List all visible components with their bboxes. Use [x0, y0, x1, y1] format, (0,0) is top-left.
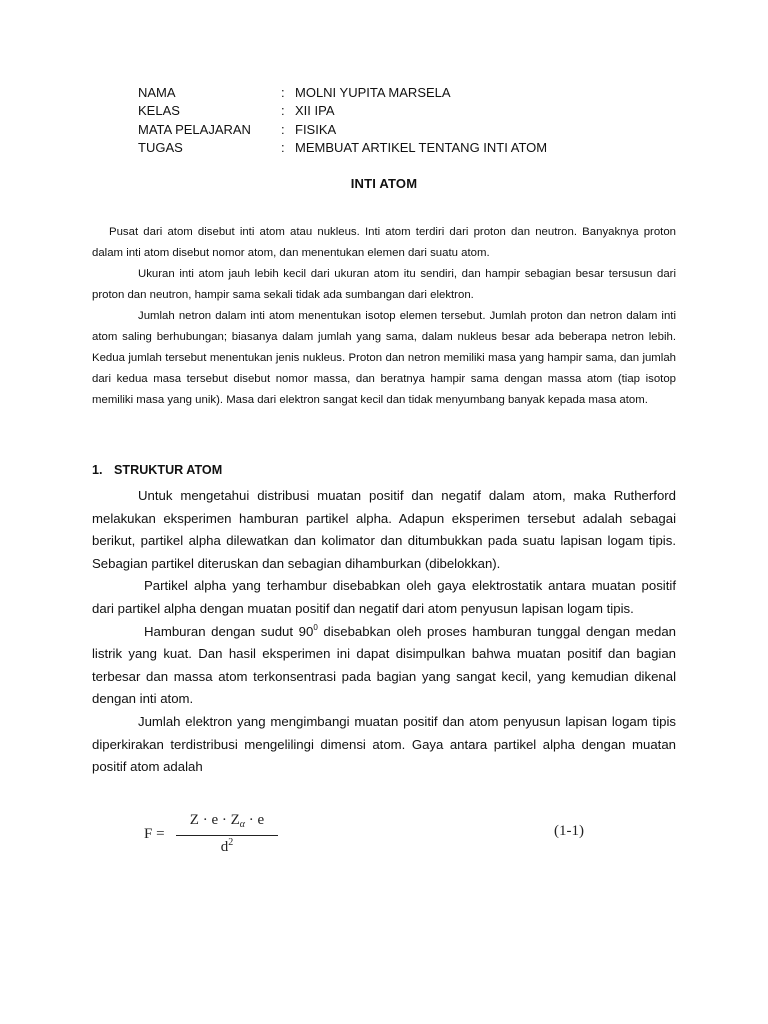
section-body: [92, 485, 676, 779]
identity-value: MOLNI YUPITA MARSELA: [295, 85, 451, 100]
intro-paragraph: Pusat dari atom disebut inti atom atau nukleus. Inti atom terdiri dari proton dan neutron. Banyaknya proton dalam inti atom disebut nomor atom, dan menentukan elemen dari suatu atom.: [92, 226, 676, 259]
intro-paragraph: Jumlah netron dalam inti atom menentukan isotop elemen tersebut. Jumlah proton dan netron dalam inti atom saling berhubungan; biasanya dalam jumlah yang sama, dalam nukleus besar ada beberapa netron lebih. Kedua jumlah tersebut menentukan jenis nukleus. Proton dan netron memiliki masa yang hampir sama, dan jumlah dari kedua masa tersebut disebut nomor massa, dan beratnya hampir sama dengan massa atom (tiap isotop memiliki masa yang unik). Masa dari elektron sangat kecil dan tidak menyumbang banyak kepada masa atom.: [92, 310, 676, 406]
body-paragraph: [92, 621, 676, 711]
identity-label: TUGAS: [138, 139, 183, 155]
identity-label: MATA PELAJARAN: [138, 121, 251, 137]
formula-den-base: d: [220, 839, 229, 855]
identity-separator: :: [281, 139, 285, 155]
identity-row-class: [138, 102, 547, 120]
identity-separator: :: [281, 121, 285, 137]
identity-row-name: [138, 84, 547, 102]
formula-fraction: [176, 812, 278, 856]
formula-equation: [144, 812, 594, 868]
formula-num-text: · e: [245, 812, 265, 828]
identity-row-task: [138, 139, 547, 157]
section-number: 1.: [92, 463, 103, 477]
formula-denominator: [176, 836, 278, 856]
body-paragraph: Untuk mengetahui distribusi muatan positif dan negatif dalam atom, maka Rutherford melakukan eksperimen hamburan partikel alpha. Adapun eksperimen tersebut adalah sebagai berikut, partikel alpha dilewatkan dan kolimator dan ditumbukkan pada suatu lapisan logam tipis. Sebagian partikel diteruskan dan sebagian dihamburkan (dibelokkan).: [92, 488, 676, 571]
section-heading: [92, 463, 222, 477]
identity-separator: :: [281, 103, 285, 119]
identity-value: FISIKA: [295, 121, 337, 137]
formula-num-text: Z · e · Z: [189, 812, 240, 828]
formula-alpha-subscript: α: [239, 819, 246, 830]
document-title: INTI ATOM: [350, 176, 418, 191]
formula-lhs: F =: [144, 826, 165, 842]
degree-superscript: 0: [313, 622, 318, 632]
identity-separator: :: [281, 85, 285, 100]
formula-numerator: [176, 812, 278, 834]
intro-section: [92, 222, 676, 411]
identity-row-subject: [138, 121, 547, 139]
identity-block: [138, 84, 547, 157]
equation-number: (1-1): [554, 823, 584, 839]
section-title: STRUKTUR ATOM: [114, 463, 223, 477]
formula-den-exponent: 2: [228, 837, 234, 848]
body-paragraph: Partikel alpha yang terhambur disebabkan oleh gaya elektrostatik antara muatan positif dari partikel alpha dengan muatan positif dan negatif dari atom penyusun lapisan logam tipis.: [92, 578, 676, 616]
intro-paragraph: Ukuran inti atom jauh lebih kecil dari ukuran atom itu sendiri, dan hampir sebagian besar tersusun dari proton dan neutron, hampir sama sekali tidak ada sumbangan dari elektron.: [92, 268, 676, 301]
body-text: disebabkan oleh proses hamburan tunggal dengan medan listrik yang kuat. Dan hasil eksperimen ini dapat disimpulkan bahwa muatan positif dan bagian terbesar dan massa atom terkonsentrasi pada bagian yang sangat kecil, yang kemudian dikenal dengan inti atom.: [92, 623, 676, 707]
identity-value: XII IPA: [295, 103, 335, 119]
identity-value: MEMBUAT ARTIKEL TENTANG INTI ATOM: [295, 139, 548, 155]
identity-label: KELAS: [138, 103, 180, 119]
body-paragraph: Jumlah elektron yang mengimbangi muatan positif dan atom penyusun lapisan logam tipis diperkirakan terdistribusi mengelilingi dimensi atom. Gaya antara partikel alpha dengan muatan positif atom adalah: [92, 713, 676, 775]
body-text: Hamburan dengan sudut 90: [144, 623, 314, 639]
identity-label: NAMA: [138, 85, 176, 100]
